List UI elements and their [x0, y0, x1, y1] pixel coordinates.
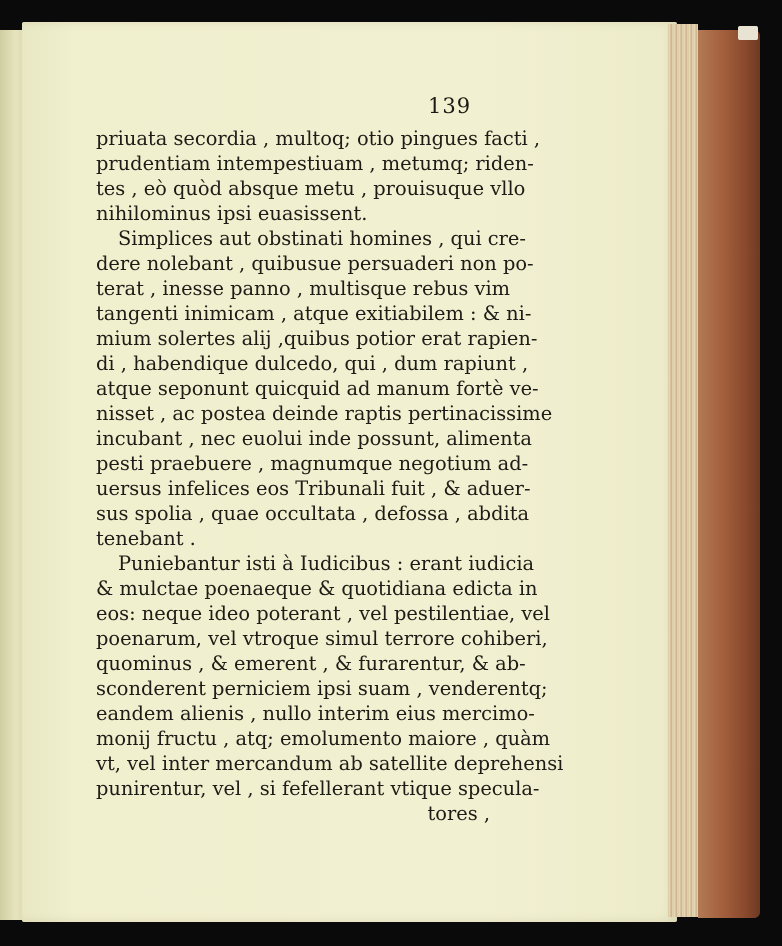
- text-line: sus spolia , quae occultata , defossa , abdita: [96, 502, 530, 525]
- text-line: atque seponunt quicquid ad manum fortè ve-: [96, 377, 539, 400]
- text-line: prudentiam intempestiuam , metumq; riden-: [96, 152, 534, 175]
- text-line: sconderent perniciem ipsi suam , venderentq;: [96, 677, 548, 700]
- text-line: priuata secordia , multoq; otio pingues facti ,: [96, 127, 541, 150]
- text-line: tes , eò quòd absque metu , prouisuque vllo: [96, 177, 526, 200]
- text-line: & mulctae poenaeque & quotidiana edicta in: [96, 577, 538, 600]
- text-line: mium solertes alij ,quibus potior erat rapien-: [96, 327, 538, 350]
- text-line: Puniebantur isti à Iudicibus : erant iudicia: [118, 552, 535, 575]
- text-line: nihilominus ipsi euasissent.: [96, 202, 368, 225]
- page-edges: [668, 24, 698, 917]
- text-line: poenarum, vel vtroque simul terrore cohiberi,: [96, 627, 548, 650]
- text-line: tores ,: [427, 802, 490, 825]
- text-line: dere nolebant , quibusue persuaderi non po-: [96, 252, 534, 275]
- cover-tip: [738, 26, 758, 40]
- page-number: 139: [428, 94, 472, 118]
- text-line: quominus , & emerent , & furarentur, & ab-: [96, 652, 526, 675]
- text-line: Simplices aut obstinati homines , qui cre-: [118, 227, 526, 250]
- text-line: uersus infelices eos Tribunali fuit , & aduer-: [96, 477, 531, 500]
- text-line: tenebant .: [96, 527, 196, 550]
- text-line: eandem alienis , nullo interim eius mercimo-: [96, 702, 535, 725]
- text-line: vt, vel inter mercandum ab satellite deprehensi: [96, 752, 564, 775]
- text-line: di , habendique dulcedo, qui , dum rapiunt ,: [96, 352, 529, 375]
- text-line: monij fructu , atq; emolumento maiore , quàm: [96, 727, 551, 750]
- book-cover: [698, 30, 760, 918]
- text-line: punirentur, vel , si fefellerant vtique specula-: [96, 777, 540, 800]
- text-line: eos: neque ideo poterant , vel pestilentiae, vel: [96, 602, 550, 625]
- text-line: incubant , nec euolui inde possunt, alimenta: [96, 427, 532, 450]
- text-line: pesti praebuere , magnumque negotium ad-: [96, 452, 529, 475]
- text-block: [96, 126, 564, 826]
- text-line: terat , inesse panno , multisque rebus vim: [96, 277, 511, 300]
- text-line: tangenti inimicam , atque exitiabilem : & ni-: [96, 302, 532, 325]
- text-line: nisset , ac postea deinde raptis pertinacissime: [96, 402, 553, 425]
